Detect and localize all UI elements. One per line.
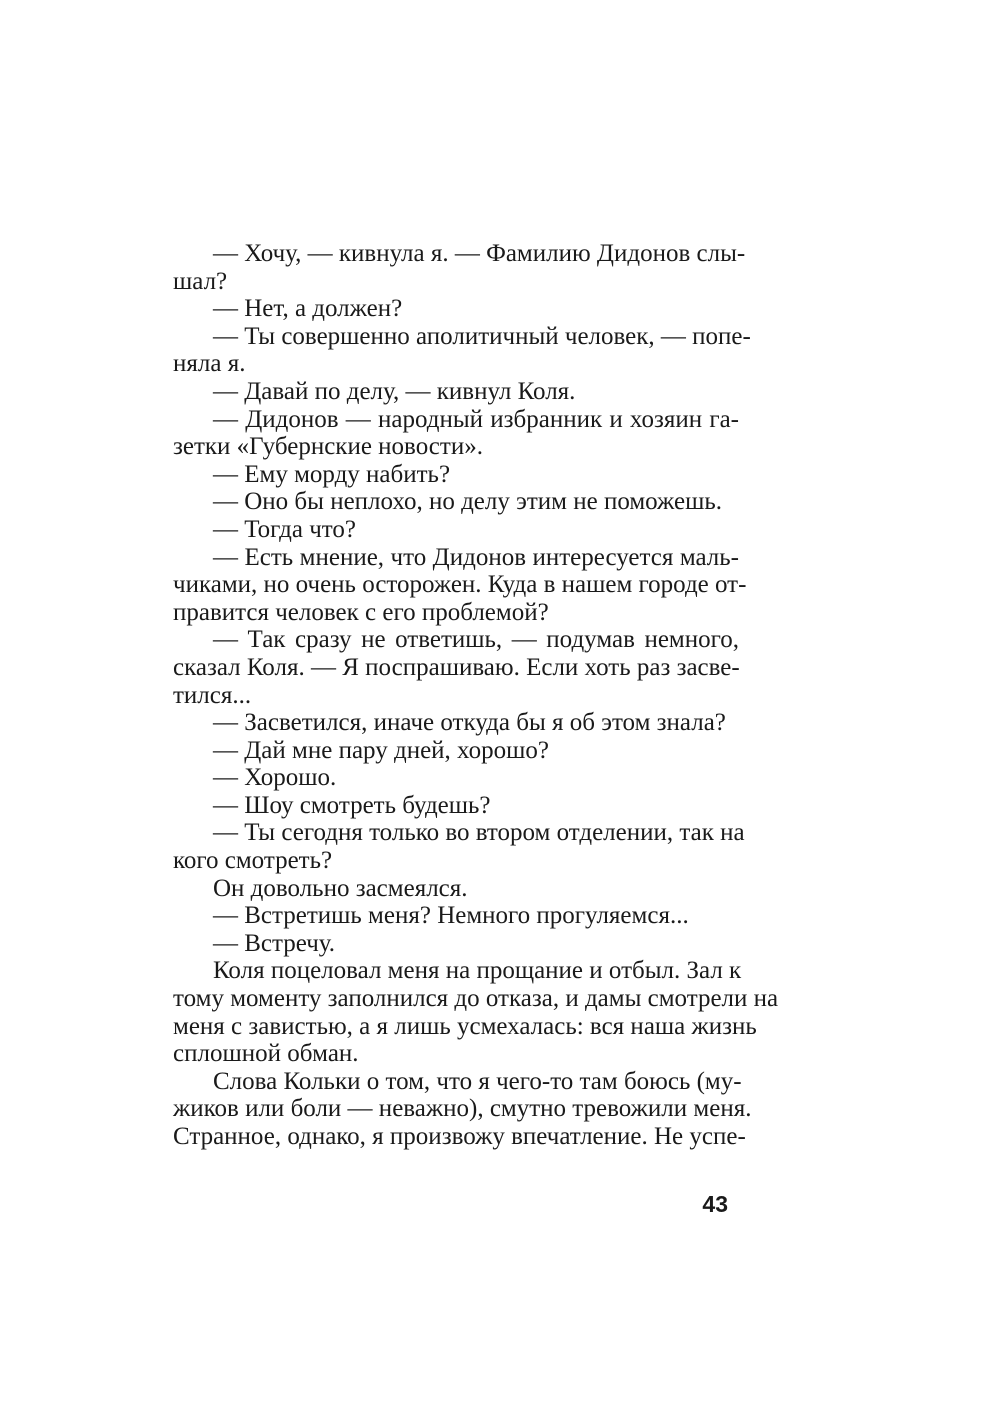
text-line: Странное, однако, я произвожу впечатление. Не успе- xyxy=(173,1123,746,1150)
text-line: — Дай мне пару дней, хорошо? xyxy=(213,736,549,764)
text-line: тился... xyxy=(173,681,252,709)
text-line: сплошной обман. xyxy=(173,1040,359,1068)
text-line: Коля поцеловал меня на прощание и отбыл. Зал к xyxy=(213,957,742,985)
text-line: тому моменту заполнился до отказа, и дамы смотрели на xyxy=(173,985,779,1013)
text-line: меня с завистью, а я лишь усмехалась: вся наша жизнь xyxy=(173,1012,757,1040)
text-line: — Дидонов — народный избранник и хозяин га- xyxy=(213,405,739,433)
text-line: няла я. xyxy=(173,350,246,378)
text-line: — Так сразу не ответишь, — подумав немного, xyxy=(213,626,739,654)
text-line: — Ему морду набить? xyxy=(213,460,451,488)
text-line: Он довольно засмеялся. xyxy=(213,874,468,902)
text-line: жиков или боли — неважно), смутно тревожили меня. xyxy=(173,1095,752,1123)
page-number: 43 xyxy=(702,1191,728,1217)
text-line: зетки «Губернские новости». xyxy=(173,433,483,461)
text-line: кого смотреть? xyxy=(173,847,333,875)
text-line: — Есть мнение, что Дидонов интересуется маль- xyxy=(213,543,739,571)
text-line: чиками, но очень осторожен. Куда в нашем городе от- xyxy=(173,571,747,599)
text-line: Слова Кольки о том, что я чего-то там боюсь (му- xyxy=(213,1067,742,1095)
text-line: сказал Коля. — Я поспрашиваю. Если хоть раз засве- xyxy=(173,653,740,681)
text-line: — Нет, а должен? xyxy=(213,295,403,323)
body-text xyxy=(173,240,779,1151)
text-line: — Шоу смотреть будешь? xyxy=(213,791,491,819)
text-line: — Встретишь меня? Немного прогуляемся... xyxy=(213,902,689,930)
text-line: — Оно бы неплохо, но делу этим не поможешь. xyxy=(213,488,722,516)
text-line: шал? xyxy=(173,267,228,295)
text-line: — Ты совершенно аполитичный человек, — попе- xyxy=(213,322,751,350)
text-line: — Хочу, — кивнула я. — Фамилию Дидонов слы- xyxy=(213,240,746,267)
text-line: — Встречу. xyxy=(213,929,336,957)
text-line: — Хорошо. xyxy=(213,764,337,792)
text-line: правится человек с его проблемой? xyxy=(173,598,549,626)
text-line: — Ты сегодня только во втором отделении, так на xyxy=(213,819,745,847)
text-line: — Давай по делу, — кивнул Коля. xyxy=(213,377,576,405)
text-line: — Засветился, иначе откуда бы я об этом знала? xyxy=(213,709,726,737)
text-line: — Тогда что? xyxy=(213,515,356,543)
